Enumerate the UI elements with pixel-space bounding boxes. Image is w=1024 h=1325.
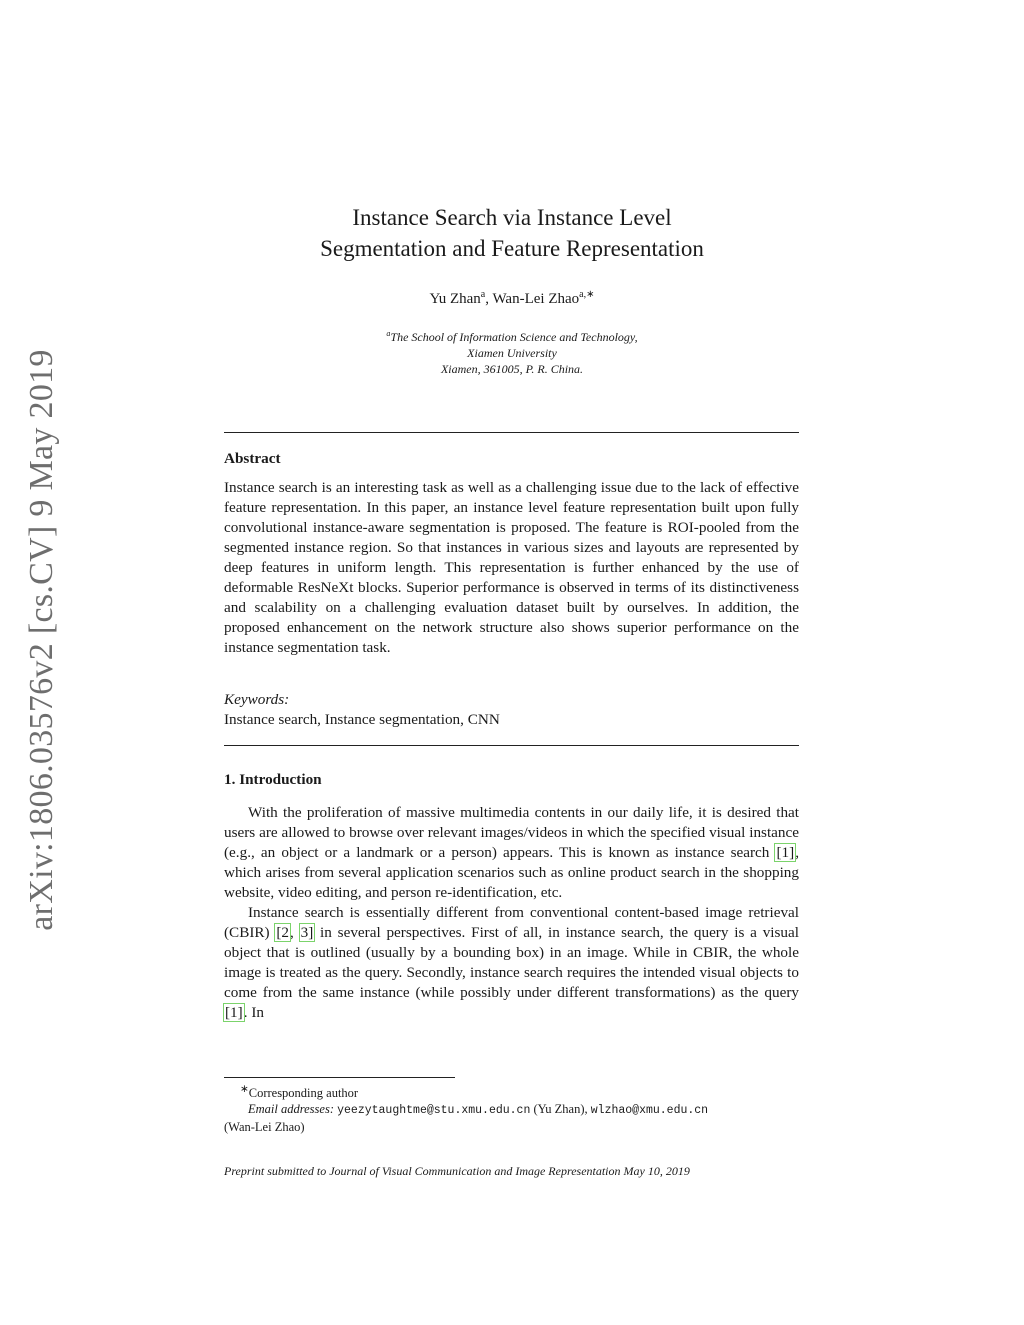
keywords-label: Keywords: (224, 691, 290, 708)
abstract-text: Instance search is an interesting task as well as a challenging issue due to the lack of effective feature representation. In this paper, an instance level feature representation built upon fully convolutional instance-aware segmentation is proposed. The feature is ROI-pooled from the segmented instance region. So that instances in various sizes and layouts are represented by deep features in uniform length. This representation is further enhanced by the use of deformable ResNeXt blocks. Superior performance is observed in terms of its distinctiveness and scalability on a challenging evaluation dataset built by ourselves. In addition, the proposed enhancement on the network structure also shows superior performance on the instance segmentation task. (224, 479, 799, 656)
citation-link[interactable]: 3] (300, 924, 314, 941)
citation-link[interactable]: [2 (276, 924, 290, 941)
author-separator: , (485, 291, 493, 307)
section-heading-introduction: 1. Introduction (224, 771, 322, 788)
paragraph (224, 903, 799, 1023)
footnotes (224, 1082, 799, 1135)
citation-link[interactable]: [1] (225, 1004, 243, 1021)
author-name: Wan-Lei Zhao (492, 291, 580, 307)
affiliation-line: Xiamen University (467, 346, 557, 360)
keywords (224, 690, 799, 730)
abstract-bottom-rule (224, 745, 799, 746)
keywords-list: Instance search, Instance segmentation, CNN (224, 711, 500, 728)
paragraph-text: in several perspectives. First of all, in instance search, the query is a visual object that is outlined (usually by a bounding box) in an image. While in CBIR, the whole image is treated as the query. Secondly, instance search requires the intended visual objects to come from the same instance (while possibly under different transformations) as the query (224, 924, 799, 1001)
abstract-heading: Abstract (224, 450, 281, 467)
footnote-mark: ∗ (240, 1084, 249, 1095)
footnote-email-name: (Yu Zhan), (530, 1102, 591, 1117)
title-line-2: Segmentation and Feature Representation (320, 236, 704, 261)
citation-separator: , (290, 924, 300, 941)
email-link[interactable]: wlzhao@xmu.edu.cn (590, 1104, 709, 1118)
paragraph-text: With the proliferation of massive multimedia contents in our daily life, it is desired that users are allowed to browse over relevant images/videos in which the specified visual instance (e.g., an object or a landmark or a person) appears. This is known as instance search (224, 804, 799, 861)
page-footer: Preprint submitted to Journal of Visual Communication and Image Representation May 10, 2019 (224, 1164, 690, 1178)
footnote-corresponding: Corresponding author (248, 1086, 359, 1101)
paragraph-text: Instance search is essentially different from conventional content-based image retrieval (CBIR) (224, 904, 799, 941)
paper-title (200, 202, 824, 264)
author-name: Yu Zhan (429, 291, 481, 307)
affiliation-line: Xiamen, 361005, P. R. China. (440, 362, 584, 376)
abstract-top-rule (224, 432, 799, 433)
citation-link[interactable]: [1] (776, 844, 795, 861)
footnote-rule (224, 1077, 455, 1078)
affiliation-line: The School of Information Science and Technology, (390, 330, 638, 344)
paragraph-text: , which arises from several application scenarios such as online product search in the shopping website, video editing, and person re-identification, etc. (224, 844, 799, 901)
affiliation (200, 326, 824, 377)
title-line-1: Instance Search via Instance Level (352, 205, 672, 230)
footnote-email-name: (Wan-Lei Zhao) (224, 1120, 305, 1135)
author-mark: a,∗ (579, 289, 595, 300)
author-list (200, 289, 824, 308)
arxiv-id[interactable]: arXiv:1806.03576v2 [cs.CV] 9 May 2019 (23, 349, 60, 931)
affiliation-mark: a (386, 329, 391, 338)
introduction-body (224, 803, 799, 1023)
author-mark: a (480, 289, 486, 300)
paragraph-text: . In (243, 1004, 264, 1021)
footnote-email-label: Email addresses: (248, 1102, 334, 1117)
email-link[interactable]: yeezytaughtme@stu.xmu.edu.cn (337, 1104, 531, 1118)
paragraph (224, 803, 799, 903)
